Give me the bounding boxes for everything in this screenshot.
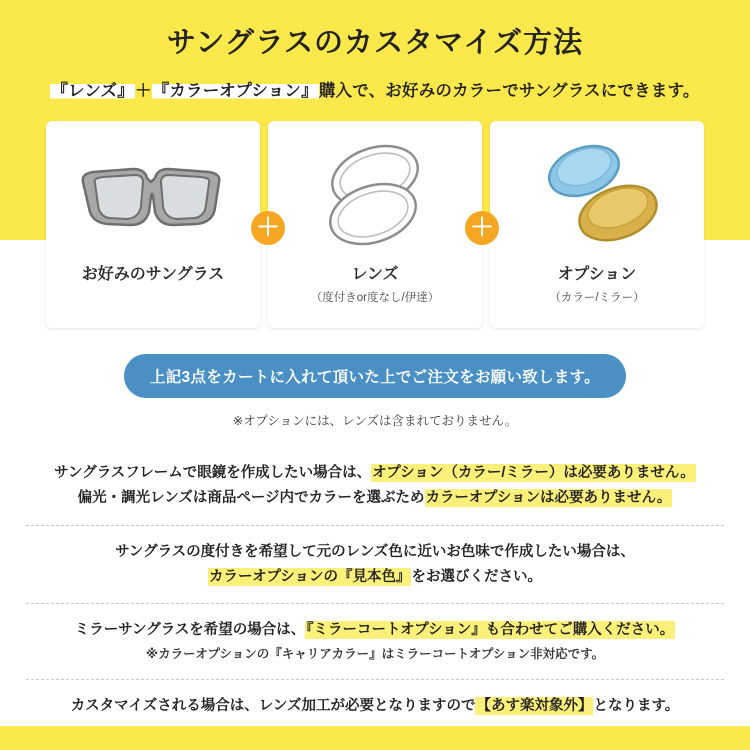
note-line	[26, 486, 724, 511]
note-text-highlight: オプション（カラー/ミラー）は必要ありません。	[372, 464, 695, 481]
card-label-sunglasses: お好みのサングラス	[81, 265, 225, 283]
note-text-highlight: カラーオプションの『見本色』	[209, 568, 411, 585]
note-line	[26, 461, 724, 486]
note-text: サングラスの度付きを希望して元のレンズ色に近いお色味で作成したい場合は、	[115, 543, 635, 560]
plus-operator-2: ＋	[465, 211, 499, 245]
color-options-icon	[522, 135, 672, 255]
page-title: サングラスのカスタマイズ方法	[166, 27, 584, 59]
subtitle-part-color-option: 『カラーオプション』	[152, 81, 318, 100]
note-text: となります。	[593, 697, 680, 714]
note-line-small	[26, 644, 724, 666]
lenses-icon	[300, 135, 450, 255]
note-text: カスタマイズされる場合は、レンズ加工が必要となりますので	[70, 697, 476, 714]
subtitle-part-lens: 『レンズ』	[51, 81, 134, 100]
note-row	[26, 603, 724, 678]
note-line	[26, 694, 724, 719]
card-sunglasses	[46, 121, 260, 328]
note-text-highlight: カラーオプションは必要ありません。	[425, 490, 672, 507]
note-text: ミラーサングラスを希望の場合は、	[74, 622, 306, 639]
note-text-highlight: 【あす楽対象外】	[476, 697, 593, 714]
notes-section	[0, 447, 750, 732]
card-options	[490, 121, 704, 328]
note-text: をお選びください。	[411, 568, 542, 585]
card-lenses	[268, 121, 482, 328]
card-sub-options: （カラー/ミラー）	[549, 291, 645, 304]
note-text: ※カラーオプションの『キャリアカラー』はミラーコートオプション非対応です。	[145, 646, 605, 661]
callout-pill-wrapper	[0, 354, 750, 398]
note-line	[26, 618, 724, 643]
note-text: 偏光・調光レンズは商品ページ内でカラーを選ぶため	[77, 490, 425, 507]
option-disclaimer: ※オプションには、レンズは含まれておりません。	[232, 413, 518, 428]
note-line	[26, 540, 724, 565]
note-row	[26, 525, 724, 604]
note-row	[26, 447, 724, 525]
card-label-lenses: レンズ	[351, 265, 399, 283]
plus-operator-1: ＋	[251, 211, 285, 245]
subtitle-part-plus: ＋	[134, 81, 152, 100]
card-label-options: オプション	[557, 265, 637, 283]
product-cards-row	[0, 121, 750, 328]
subtitle-part-tail: 購入で、お好みのカラーでサングラスにできます。	[318, 81, 700, 100]
order-instruction-pill: 上記3点をカートに入れて頂いた上でご注文をお願い致します。	[124, 354, 626, 398]
note-text: サングラスフレームで眼鏡を作成したい場合は、	[54, 464, 372, 481]
card-sub-lenses: （度付きor度なし/伊達）	[310, 291, 440, 304]
note-text-highlight: 『ミラーコートオプション』も合わせてご購入ください。	[306, 622, 675, 639]
note-row	[26, 679, 724, 732]
note-line	[26, 565, 724, 590]
sunglasses-icon	[73, 135, 233, 255]
page-subtitle	[0, 77, 750, 101]
